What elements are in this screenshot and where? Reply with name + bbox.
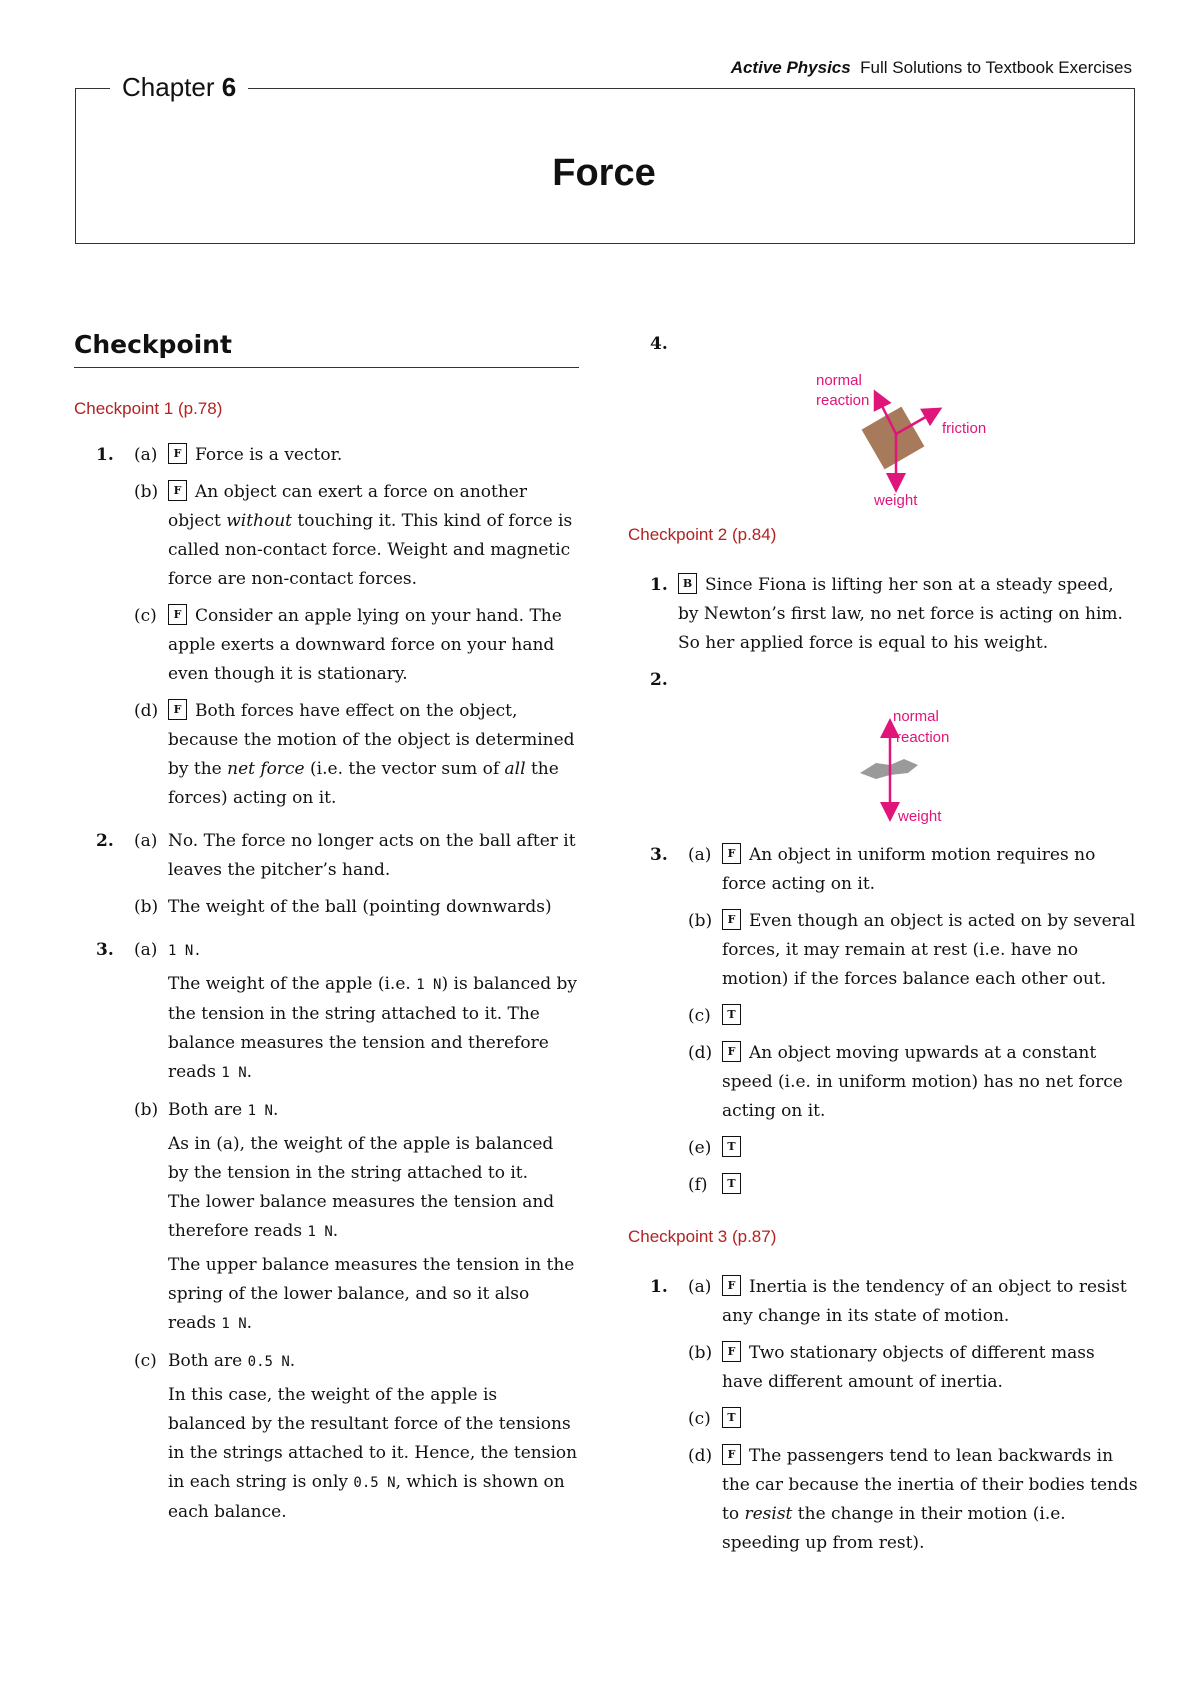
cp1-q1-b: (b) F An object can exert a force on another object without touching it. This kind of force is called non-contact force. Weight and magnetic force are non-contact forces. <box>134 482 573 589</box>
answer-box: F <box>722 1041 741 1062</box>
cp1-question-1 <box>74 441 579 813</box>
answer-box: T <box>722 1407 741 1428</box>
cp1-q3-c: (c) Both are 0.5 N. In this case, the weight of the apple is balanced by the resultant force of the tensions in the strings attached to it. Hence, the tension in each string is only 0.5 N, which is shown on each balance. <box>134 1351 578 1522</box>
cp2-q3-b: (b) F Even though an object is acted on by several forces, it may remain at rest (i.e. have no motion) if the forces balance each other out. <box>688 911 1136 989</box>
question-number: 4. <box>650 334 668 354</box>
answer-box: F <box>168 699 187 720</box>
question-number: 1. <box>650 1277 668 1297</box>
hanging-force-diagram <box>628 695 1138 835</box>
block-shape <box>862 407 925 470</box>
question-number: 2. <box>96 831 114 851</box>
cp3-q1-b: (b) F Two stationary objects of different mass have different amount of inertia. <box>688 1343 1095 1392</box>
chapter-number: 6 <box>221 72 237 102</box>
question-number: 2. <box>650 670 668 690</box>
cp2-q3-e: (e) T <box>688 1134 1138 1163</box>
hanging-force-svg <box>628 695 1138 835</box>
answer-box: T <box>722 1173 741 1194</box>
answer-box: F <box>168 604 187 625</box>
cp1-question-2 <box>74 827 579 922</box>
cp1-q2-a: (a) No. The force no longer acts on the ball after it leaves the pitcher’s hand. <box>134 831 576 880</box>
right-column <box>628 330 1138 1566</box>
answer-box: F <box>722 1444 741 1465</box>
answer-box: F <box>168 443 187 464</box>
question-number: 1. <box>650 575 668 595</box>
cp1-q1-d: (d) F Both forces have effect on the object, because the motion of the object is determined by the net force (i.e. the vector sum of all the forces) acting on it. <box>134 701 575 808</box>
question-number: 3. <box>650 845 668 865</box>
book-subtitle: Full Solutions to Textbook Exercises <box>860 58 1132 77</box>
answer-box: B <box>678 573 697 594</box>
label-weight: weight <box>898 808 942 825</box>
cp3-q1-d: (d) F The passengers tend to lean backwards in the car because the inertia of their bodies tends to resist the change in their motion (i.e. speeding up from rest). <box>688 1446 1138 1553</box>
running-header <box>731 58 1132 78</box>
cp3-q1-c: (c) T <box>688 1405 1138 1434</box>
cp2-question-1: 1. B Since Fiona is lifting her son at a steady speed, by Newton’s first law, no net force is acting on him. So her applied force is equal to his weight. <box>628 571 1138 658</box>
cp2-question-2 <box>628 666 1138 695</box>
cp2-q3-f: (f) T <box>688 1171 1138 1200</box>
chapter-word: Chapter <box>122 72 215 102</box>
cp3-question-1 <box>628 1273 1138 1558</box>
question-number: 3. <box>96 940 114 960</box>
answer-box: F <box>722 909 741 930</box>
cp1-q1-a: (a) F Force is a vector. <box>134 445 343 465</box>
cp1-q1-c: (c) F Consider an apple lying on your hand. The apple exerts a downward force on your hand even though it is stationary. <box>134 606 562 684</box>
label-reaction: reaction <box>896 729 950 746</box>
answer-box: F <box>722 1341 741 1362</box>
cp2-q3-d: (d) F An object moving upwards at a constant speed (i.e. in uniform motion) has no net force acting on it. <box>688 1043 1123 1121</box>
cp1-q3-a: (a) 1 N. The weight of the apple (i.e. 1 N) is balanced by the tension in the string attached to it. The balance measures the tension and therefore reads 1 N. <box>134 940 577 1082</box>
section-title: Checkpoint <box>74 330 579 368</box>
answer-box: T <box>722 1004 741 1025</box>
chapter-title: Force <box>552 152 656 194</box>
checkpoint-2-heading: Checkpoint 2 (p.84) <box>628 525 777 544</box>
cp3-q1-a: (a) F Inertia is the tendency of an object to resist any change in its state of motion. <box>688 1277 1127 1326</box>
cp1-q2-b: (b) The weight of the ball (pointing downwards) <box>134 897 552 917</box>
checkpoint-1-heading: Checkpoint 1 (p.78) <box>74 399 223 418</box>
answer-box: F <box>722 843 741 864</box>
block-force-svg <box>628 330 1138 510</box>
chapter-label <box>110 72 248 103</box>
cp2-question-3 <box>628 841 1138 1200</box>
question-number: 1. <box>96 445 114 465</box>
answer-box: T <box>722 1136 741 1157</box>
label-friction: friction <box>942 420 987 437</box>
label-normal: normal <box>893 708 939 725</box>
answer-box: F <box>168 480 187 501</box>
label-weight: weight <box>874 492 918 509</box>
label-reaction: reaction <box>816 392 870 409</box>
cp1-question-3 <box>74 936 579 1527</box>
checkpoint-3-heading: Checkpoint 3 (p.87) <box>628 1227 777 1246</box>
left-column <box>74 330 579 1535</box>
label-normal: normal <box>816 372 862 389</box>
answer-box: F <box>722 1275 741 1296</box>
cp2-q3-c: (c) T <box>688 1002 1138 1031</box>
book-title: Active Physics <box>730 58 851 77</box>
block-force-diagram <box>628 330 1138 510</box>
cp1-q3-b: (b) Both are 1 N. As in (a), the weight of the apple is balanced by the tension in the string attached to it. The lower balance measures the tension and therefore reads 1 N. The upper balance measures the tension in the spring of the lower balance, and so it also reads 1 N. <box>134 1100 575 1333</box>
cp2-q3-a: (a) F An object in uniform motion requires no force acting on it. <box>688 845 1096 894</box>
